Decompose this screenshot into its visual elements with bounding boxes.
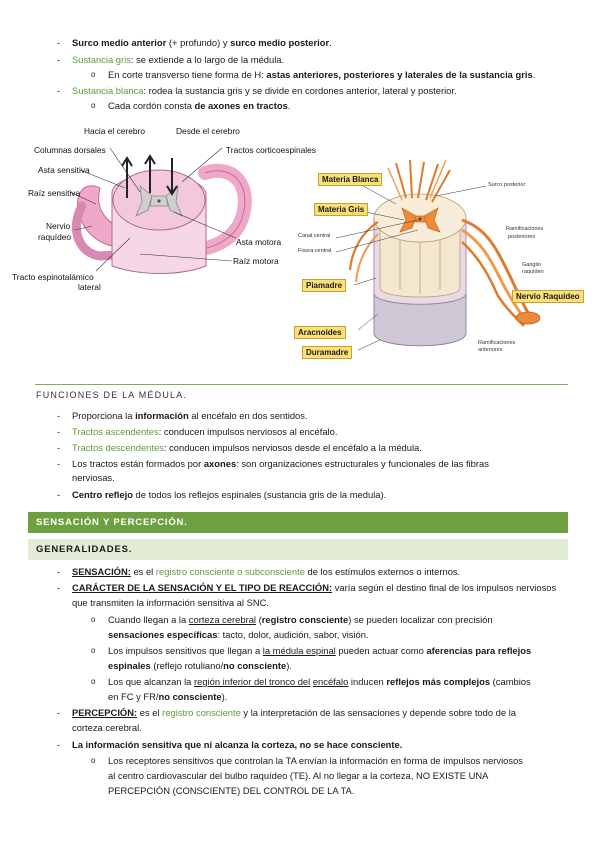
section-header-sensacion: SENSACIÓN Y PERCEPCIÓN. — [28, 512, 568, 533]
list-item: Los receptores sensitivos que controlan la TA envían la información en forma de impulsos nerviosos — [108, 755, 523, 766]
bullet-circle: o — [91, 677, 96, 686]
bullet-dash: - — [57, 426, 61, 437]
label-ramificaciones-anteriores-2: anteriores — [478, 347, 503, 353]
label-raiz-motora: Raíz motora — [233, 256, 279, 266]
list-item: En corte transverso tiene forma de H: astas anteriores, posteriores y laterales de la sustancia gris. — [108, 69, 536, 80]
label-hacia-cerebro: Hacia el cerebro — [84, 126, 145, 136]
label-tractos-corticoespinales: Tractos corticoespinales — [226, 145, 316, 155]
tag-nervio-raquideo: Nervio Raquídeo — [512, 290, 584, 303]
list-item: CARÁCTER DE LA SENSACIÓN Y EL TIPO DE REACCIÓN: varía según el destino final de los impulsos nerviosos — [72, 582, 557, 593]
list-item: Sustancia gris: se extiende a lo largo de la médula. — [72, 54, 285, 65]
list-item: Tractos descendentes: conducen impulsos nerviosos desde el encéfalo a la médula. — [72, 442, 422, 453]
list-item-continuation: en FC y FR/no consciente). — [108, 691, 228, 702]
bullet-dash: - — [57, 566, 61, 577]
label-asta-sensitiva: Asta sensitiva — [38, 165, 90, 175]
bullet-dash: - — [57, 37, 61, 48]
tag-duramadre: Duramadre — [302, 346, 352, 359]
tag-aracnoides: Aracnoides — [294, 326, 346, 339]
label-canal-central: Canal central — [298, 233, 331, 239]
section-divider — [35, 384, 568, 385]
label-raiz-sensitiva: Raíz sensitiva — [28, 188, 81, 198]
label-surco-posterior: Surco posterior — [488, 182, 526, 188]
list-item-continuation: espinales (reflejo rotuliano/no consciente). — [108, 660, 292, 671]
label-tracto-espinotalamico: Tracto espinotalámico — [12, 272, 94, 282]
spinal-cord-3d-figure — [296, 158, 580, 368]
list-item-continuation: PERCEPCIÓN (CONSCIENTE) DEL CONTROL DE LA TA. — [108, 785, 355, 796]
bullet-circle: o — [91, 756, 96, 765]
list-item: Tractos ascendentes: conducen impulsos nerviosos al encéfalo. — [72, 426, 338, 437]
label-ganglio-raquideo: raquídeo — [522, 269, 544, 275]
label-lateral: lateral — [78, 282, 101, 292]
list-item: PERCEPCIÓN: es el registro consciente y la interpretación de las sensaciones y depende sobre todo de la — [72, 707, 517, 718]
label-ramificaciones-anteriores-1: Ramificaciones — [478, 340, 516, 346]
label-fisura-central: Fisura central — [298, 248, 332, 254]
list-item: Cada cordón consta de axones en tractos. — [108, 100, 291, 111]
list-item: La información sensitiva que ni alcanza la corteza, no se hace consciente. — [72, 739, 403, 750]
bullet-circle: o — [91, 70, 96, 79]
section-title-funciones: FUNCIONES DE LA MÉDULA. — [36, 390, 188, 400]
bullet-circle: o — [91, 101, 96, 110]
list-item: Centro reflejo de todos los reflejos espinales (sustancia gris de la medula). — [72, 489, 387, 500]
list-item: Sustancia blanca: rodea la sustancia gris y se divide en cordones anterior, lateral y posterior. — [72, 85, 457, 96]
bullet-circle: o — [91, 646, 96, 655]
list-item: Cuando llegan a la corteza cerebral (registro consciente) se pueden localizar con precisión — [108, 614, 493, 625]
bullet-dash: - — [57, 458, 61, 469]
list-item-continuation: al centro cardiovascular del bulbo raquídeo (TE). Al no llegar a la corteza, NO EXISTE UNA — [108, 770, 489, 781]
list-item: Proporciona la información al encéfalo en dos sentidos. — [72, 410, 308, 421]
list-item-continuation: que transmiten la información sensitiva al SNC. — [72, 597, 269, 608]
list-item: Los tractos están formados por axones: son organizaciones estructurales y funcionales de las fibras — [72, 458, 489, 469]
label-ramificaciones-posteriores-2: posteriores — [508, 234, 536, 240]
label-ramificaciones-posteriores-1: Ramificaciones — [506, 226, 544, 232]
label-desde-cerebro: Desde el cerebro — [176, 126, 240, 136]
bullet-dash: - — [57, 739, 61, 750]
tag-materia-blanca: Materia Blanca — [318, 173, 382, 186]
label-columnas-dorsales: Columnas dorsales — [34, 145, 106, 155]
bullet-dash: - — [57, 707, 61, 718]
tag-piamadre: Piamadre — [302, 279, 346, 292]
list-item-continuation: sensaciones específicas: tacto, dolor, audición, sabor, visión. — [108, 629, 369, 640]
list-item-continuation: corteza cerebral. — [72, 722, 142, 733]
bullet-dash: - — [57, 85, 61, 96]
list-item-continuation: nerviosas. — [72, 472, 115, 483]
bullet-dash: - — [57, 442, 61, 453]
subsection-header-generalidades: GENERALIDADES. — [28, 539, 568, 560]
bullet-dash: - — [57, 489, 61, 500]
bullet-circle: o — [91, 615, 96, 624]
bullet-dash: - — [57, 582, 61, 593]
bullet-dash: - — [57, 54, 61, 65]
list-item: Surco medio anterior (+ profundo) y surco medio posterior. — [72, 37, 332, 48]
label-raquideo: raquídeo — [38, 232, 72, 242]
list-item: SENSACIÓN: es el registro consciente o subconsciente de los estímulos externos o internos. — [72, 566, 461, 577]
label-nervio: Nervio — [46, 221, 71, 231]
list-item: Los que alcanzan la región inferior del tronco del encéfalo inducen reflejos más complejos (cambios — [108, 676, 531, 687]
bullet-dash: - — [57, 410, 61, 421]
list-item: Los impulsos sensitivos que llegan a la médula espinal pueden actuar como aferencias para reflejos — [108, 645, 532, 656]
label-asta-motora: Asta motora — [236, 237, 282, 247]
label-ganglio: Ganglio — [522, 262, 541, 268]
tag-materia-gris: Materia Gris — [314, 203, 368, 216]
